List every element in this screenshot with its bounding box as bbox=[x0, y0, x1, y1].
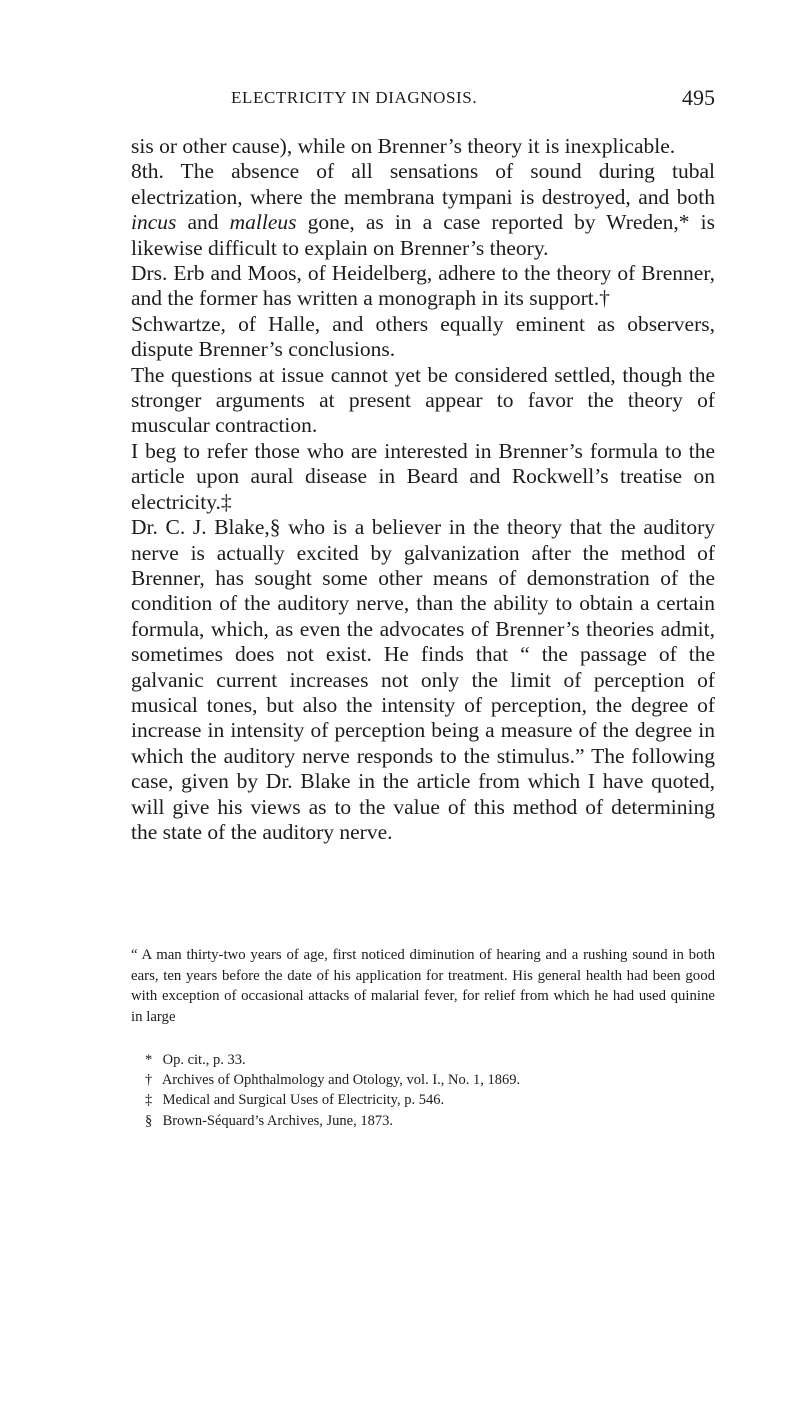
case-quote bbox=[131, 945, 715, 1027]
paragraph-2-start: 8th. The absence of all sensations of sound during tubal electrization, where the membrana tympani is destroyed, and both bbox=[131, 159, 715, 209]
page-number: 495 bbox=[682, 85, 715, 110]
paragraph-7: Dr. C. J. Blake,§ who is a believer in the theory that the auditory nerve is actually excited by galvanization after the method of Brenner, has sought some other means of demonstration of the condition of the auditory nerve, than the ability to obtain a certain formula, which, as even the advocates of Brenner’s theories admit, sometimes does not exist. He finds that “ the passage of the galvanic current increases not only the limit of perception of musical tones, but also the intensity of perception, the degree of increase in intensity of perception being a measure of the degree in which the auditory nerve responds to the stimulus.” The following case, given by Dr. Blake in the article from which I have quoted, will give his views as to the value of this method of determining the state of the auditory nerve. bbox=[131, 515, 715, 844]
case-quote-text: “ A man thirty-two years of age, first noticed diminution of hearing and a rushing sound in both ears, ten years before the date of his application for treatment. His general health had been good with exception of occasional attacks of malarial fever, for relief from which he had used quinine in large bbox=[131, 947, 715, 1025]
paragraph-2 bbox=[131, 159, 715, 261]
running-title: ELECTRICITY IN DIAGNOSIS. bbox=[231, 88, 478, 107]
footnote-text: Brown-Séquard’s Archives, June, 1873. bbox=[162, 1112, 393, 1129]
footnotes bbox=[145, 1050, 715, 1131]
paragraph-5: The questions at issue cannot yet be considered settled, though the stronger arguments at present appear to favor the theory of muscular contraction. bbox=[131, 362, 715, 438]
footnote-text: Op. cit., p. 33. bbox=[162, 1052, 246, 1068]
paragraph-1: sis or other cause), while on Brenner’s theory it is inexplicable. bbox=[131, 134, 676, 158]
paragraph-3: Drs. Erb and Moos, of Heidelberg, adhere to the theory of Brenner, and the former has written a monograph in its support.† bbox=[131, 261, 715, 311]
paragraph-4: Schwartze, of Halle, and others equally eminent as observers, dispute Brenner’s conclusions. bbox=[131, 311, 715, 362]
running-head bbox=[131, 85, 715, 114]
footnote-mark: * bbox=[145, 1052, 153, 1068]
footnote bbox=[145, 1070, 715, 1090]
body-text bbox=[131, 134, 715, 845]
footnote bbox=[145, 1090, 715, 1110]
footnote-mark: § bbox=[145, 1112, 153, 1129]
footnote bbox=[145, 1111, 715, 1131]
footnote-text: Archives of Ophthalmology and Otology, vol. I., No. 1, 1869. bbox=[161, 1072, 521, 1089]
footnote bbox=[145, 1050, 715, 1070]
footnote-text: Medical and Surgical Uses of Electricity, p. 546. bbox=[162, 1092, 445, 1109]
incus-term: incus bbox=[131, 210, 177, 235]
footnote-mark: ‡ bbox=[145, 1092, 153, 1109]
paragraph-6: I beg to refer those who are interested in Brenner’s formula to the article upon aural disease in Beard and Rockwell’s treatise on electricity.‡ bbox=[131, 438, 715, 514]
malleus-term: malleus bbox=[229, 210, 297, 235]
paragraph-2-end: gone, as in a case reported by Wreden,* is likewise difficult to explain on Brenner’s theory. bbox=[131, 210, 715, 260]
paragraph-2-and: and bbox=[176, 210, 230, 235]
footnote-mark: † bbox=[145, 1072, 153, 1089]
